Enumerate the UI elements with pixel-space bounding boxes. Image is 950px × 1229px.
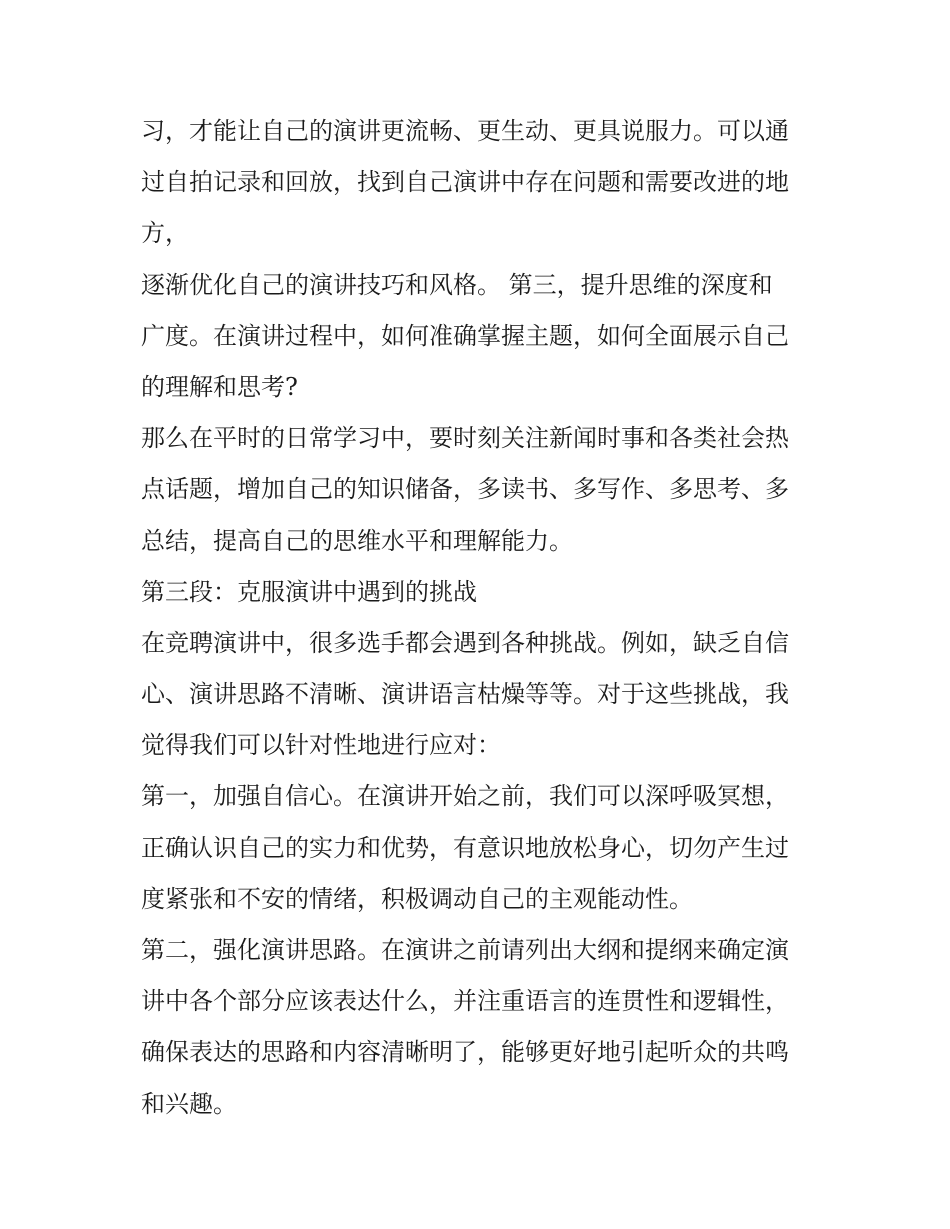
section-heading: 第三段：克服演讲中遇到的挑战 [141, 577, 477, 606]
text-line: 逐渐优化自己的演讲技巧和风格。 第三，提升思维的深度和 [141, 270, 773, 299]
text-line: 第一，加强自信心。在演讲开始之前，我们可以深呼吸冥想， [141, 782, 789, 811]
text-line: 的理解和思考? [141, 372, 298, 401]
text-line: 方， [141, 219, 189, 248]
text-line: 觉得我们可以针对性地进行应对： [141, 731, 501, 760]
text-line: 点话题，增加自己的知识储备，多读书、多写作、多思考、多 [141, 475, 789, 504]
text-line: 习，才能让自己的演讲更流畅、更生动、更具说服力。可以通 [141, 117, 789, 145]
text-line: 广度。在演讲过程中，如何准确掌握主题，如何全面展示自己 [141, 321, 789, 350]
text-line: 在竞聘演讲中，很多选手都会遇到各种挑战。例如，缺乏自信 [141, 628, 789, 657]
text-line: 度紧张和不安的情绪，积极调动自己的主观能动性。 [141, 884, 693, 913]
text-line: 总结，提高自己的思维水平和理解能力。 [141, 526, 573, 555]
text-line: 确保表达的思路和内容清晰明了，能够更好地引起听众的共鸣 [141, 1038, 789, 1067]
text-line: 和兴趣。 [141, 1089, 237, 1118]
text-line: 那么在平时的日常学习中，要时刻关注新闻时事和各类社会热 [141, 424, 789, 453]
text-line: 讲中各个部分应该表达什么，并注重语言的连贯性和逻辑性， [141, 987, 789, 1016]
text-line: 第二，强化演讲思路。在演讲之前请列出大纲和提纲来确定演 [141, 936, 789, 964]
text-line: 正确认识自己的实力和优势，有意识地放松身心，切勿产生过 [141, 833, 789, 862]
document-body [141, 106, 821, 1130]
text-line: 心、演讲思路不清晰、演讲语言枯燥等等。对于这些挑战，我 [141, 680, 789, 709]
text-line: 过自拍记录和回放，找到自己演讲中存在问题和需要改进的地 [141, 168, 789, 197]
